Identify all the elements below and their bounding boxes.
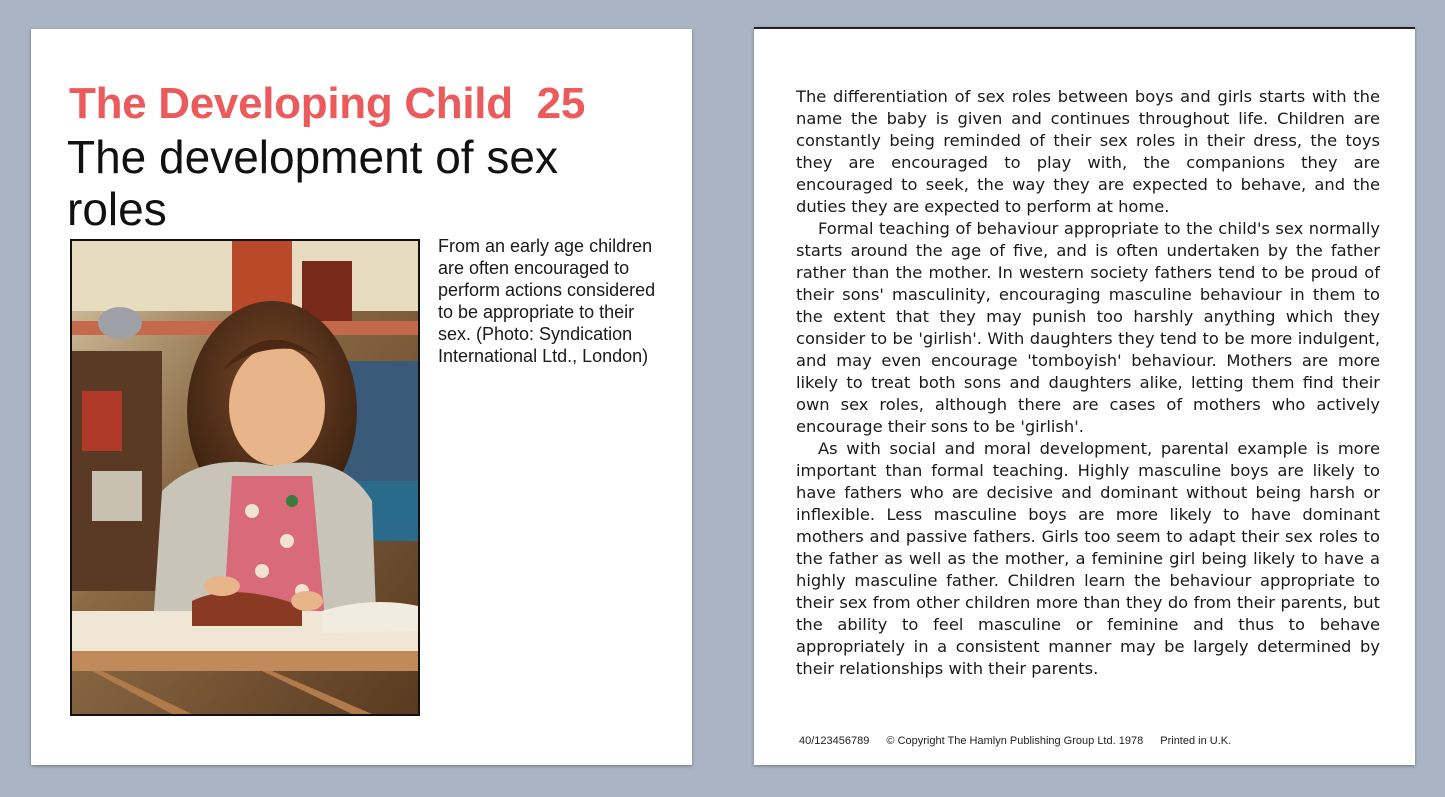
photo-girl-ironing bbox=[70, 239, 420, 716]
footer bbox=[799, 735, 1231, 747]
footer-printed: Printed in U.K. bbox=[1160, 735, 1232, 747]
paragraph: Formal teaching of behaviour appropriate to the child's sex normally starts around the age of five, and is often undertaken by the father rather than the mother. In western society fathers tend to be proud of their sons' masculinity, encouraging masculine behaviour in them to the extent that they may punish too harshly anything which they consider to be 'girlish'. With daughters they tend to be more indulgent, and may even encourage 'tomboyish' behaviour. Mothers are more likely to treat both sons and daughters alike, letting them find their own sex roles, although there are cases of mothers who actively encourage their sons to be 'girlish'. bbox=[796, 219, 1380, 436]
card-back bbox=[754, 27, 1415, 765]
paragraph: As with social and moral development, parental example is more important than formal teaching. Highly masculine boys are likely to have fathers who are decisive and dominant without being harsh or inflexible. Less masculine boys are more likely to have dominant mothers and passive fathers. Girls too seem to adapt their sex roles to the father as well as the mother, a feminine girl being likely to have a highly masculine father. Children learn the behaviour appropriate to their sex from other children more than they do from their parents, but the ability to feel masculine or feminine and thus to behave appropriately in a consistent manner may be largely determined by their relationships with their parents. bbox=[796, 439, 1380, 678]
card-title: The development of sex roles bbox=[67, 131, 558, 235]
footer-code: 40/123456789 bbox=[799, 735, 870, 747]
photo-caption: From an early age children are often encouraged to perform actions considered to be appropriate to their sex. (Photo: Syndication International Ltd., London) bbox=[438, 236, 656, 366]
series-title: The Developing Child 25 bbox=[69, 79, 585, 128]
footer-copyright: © Copyright The Hamlyn Publishing Group Ltd. 1978 bbox=[886, 735, 1144, 747]
body-text bbox=[796, 86, 1380, 680]
photo-illustration bbox=[72, 241, 418, 714]
card-front bbox=[31, 29, 692, 765]
paragraph: The differentiation of sex roles between boys and girls starts with the name the baby is given and continues throughout life. Children are constantly being reminded of their sex roles in their dress, the toys they are encouraged to play with, the companions they are encouraged to seek, the way they are expected to behave, and the duties they are expected to perform at home. bbox=[796, 87, 1380, 216]
